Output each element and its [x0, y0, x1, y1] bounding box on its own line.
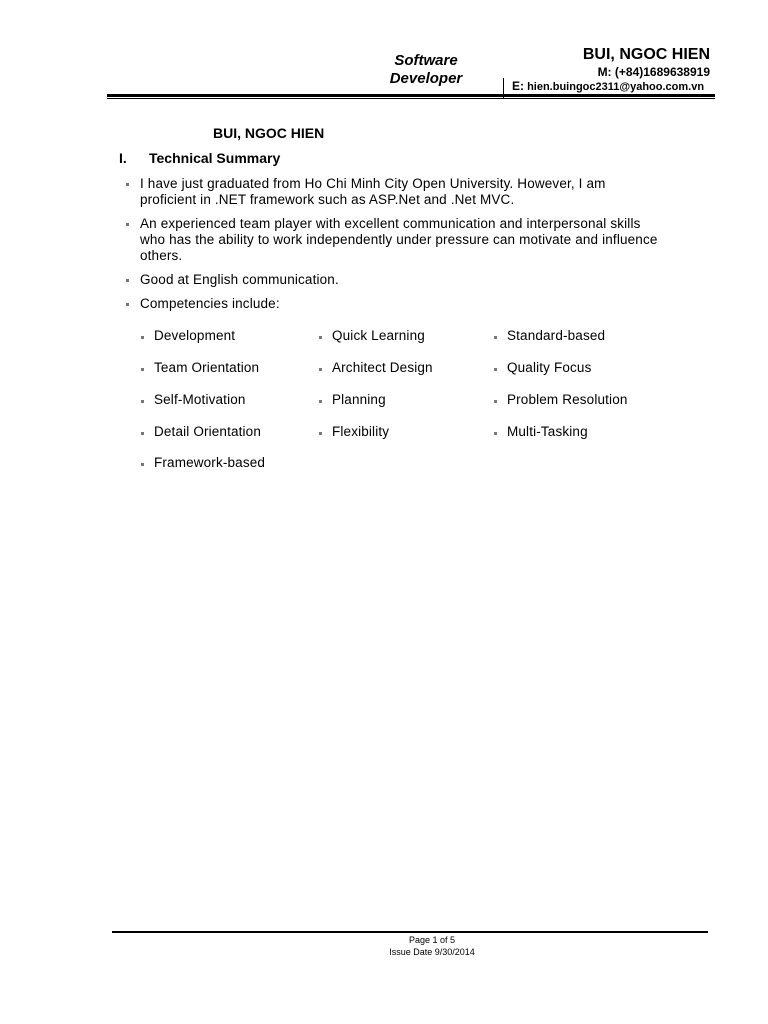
header-email — [512, 79, 704, 93]
competency-label: Framework-based — [154, 455, 266, 470]
competency-item — [136, 424, 261, 439]
competency-item — [489, 424, 588, 439]
competency-label: Team Orientation — [154, 360, 260, 375]
competency-label: Planning — [332, 392, 386, 407]
summary-list — [122, 176, 662, 320]
competency-item — [314, 392, 386, 407]
bullet-icon — [126, 303, 129, 306]
section-title: Technical Summary — [149, 150, 281, 166]
page-number: Page 1 of 5 — [408, 935, 456, 945]
bullet-icon — [141, 368, 144, 371]
bullet-icon — [141, 432, 144, 435]
competency-item — [489, 328, 605, 343]
competency-label: Flexibility — [332, 424, 390, 439]
section-number: I. — [119, 150, 127, 166]
competency-item — [314, 328, 425, 343]
job-title — [380, 52, 472, 88]
bullet-icon — [494, 336, 497, 339]
summary-item — [122, 216, 662, 264]
header-mobile — [598, 65, 710, 79]
summary-text: Competencies include: — [140, 296, 280, 311]
competency-label: Development — [154, 328, 236, 343]
bullet-icon — [126, 279, 129, 282]
summary-text: An experienced team player with excellent communication and interpersonal skills who has the ability to work independently under pressure can motivate and influence others. — [140, 216, 658, 263]
bullet-icon — [319, 368, 322, 371]
competency-item — [136, 328, 235, 343]
job-title-line-2: Developer — [389, 70, 463, 87]
bullet-icon — [141, 336, 144, 339]
candidate-name: BUI, NGOC HIEN — [213, 125, 325, 141]
bullet-icon — [494, 368, 497, 371]
bullet-icon — [319, 400, 322, 403]
bullet-icon — [126, 183, 129, 186]
bullet-icon — [494, 432, 497, 435]
competency-label: Detail Orientation — [154, 424, 262, 439]
header-rule-thin — [107, 98, 715, 99]
competency-item — [489, 392, 628, 407]
summary-item — [122, 296, 662, 312]
header-rule-thick — [107, 94, 715, 97]
competency-label: Self-Motivation — [154, 392, 246, 407]
competency-label: Quick Learning — [332, 328, 425, 343]
competency-item — [314, 424, 389, 439]
competency-item — [489, 360, 591, 375]
competency-item — [136, 392, 246, 407]
competency-label: Problem Resolution — [507, 392, 628, 407]
bullet-icon — [319, 432, 322, 435]
bullet-icon — [141, 400, 144, 403]
header-name: BUI, NGOC HIEN — [582, 46, 710, 63]
email-label: E: — [512, 79, 524, 93]
summary-text: I have just graduated from Ho Chi Minh City Open University. However, I am proficient in .NET framework such as ASP.Net and .Net MVC. — [140, 176, 606, 207]
competency-item — [136, 360, 259, 375]
competency-label: Multi-Tasking — [507, 424, 588, 439]
issue-date: Issue Date 9/30/2014 — [389, 947, 475, 957]
section-heading — [119, 150, 280, 166]
email-address[interactable]: hien.buingoc2311@yahoo.com.vn — [527, 81, 705, 93]
competency-label: Quality Focus — [507, 360, 592, 375]
bullet-icon — [141, 463, 144, 466]
competency-label: Standard-based — [507, 328, 606, 343]
summary-item — [122, 272, 662, 288]
mobile-number: (+84)1689638919 — [614, 65, 710, 79]
competency-label: Architect Design — [332, 360, 433, 375]
summary-text: Good at English communication. — [140, 272, 339, 287]
summary-item — [122, 176, 662, 208]
footer-rule — [112, 931, 708, 933]
bullet-icon — [126, 223, 129, 226]
mobile-label: M: — [597, 65, 612, 79]
bullet-icon — [319, 336, 322, 339]
job-title-line-1: Software — [394, 52, 458, 69]
competency-item — [314, 360, 433, 375]
competency-item — [136, 455, 265, 470]
bullet-icon — [494, 400, 497, 403]
